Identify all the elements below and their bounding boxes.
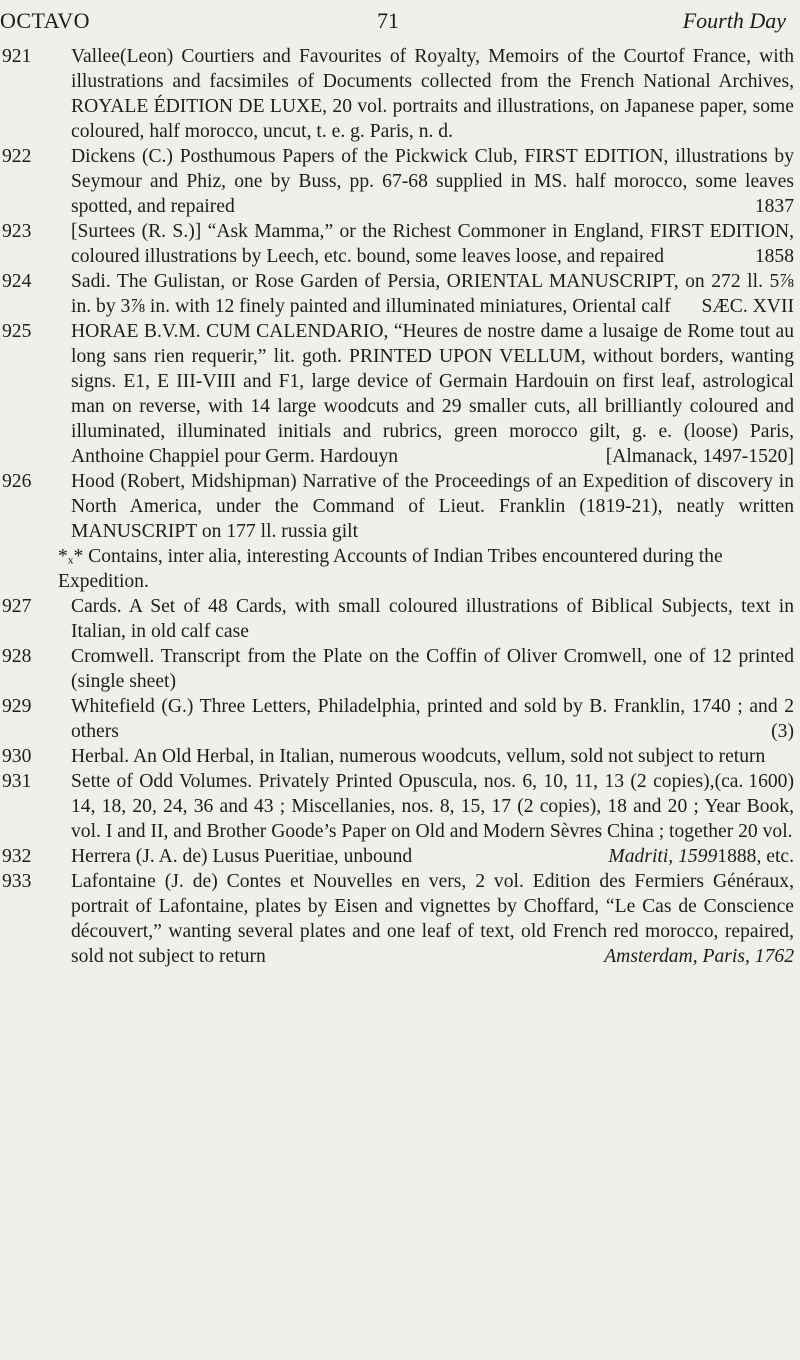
lot-number: 930 [2, 746, 32, 767]
lot-number: 925 [2, 321, 32, 342]
lot-list [0, 44, 800, 969]
lot-number: 933 [2, 871, 32, 892]
lot-number: 929 [2, 696, 32, 717]
lot-note: *ₓ* Contains, inter alia, interesting Accounts of Indian Tribes encountered during the Expedition. [58, 546, 723, 592]
lot-description: Dickens (C.) Posthumous Papers of the Pickwick Club, FIRST EDITION, illustrations by Seymour and Phiz, one by Buss, pp. 67-68 supplied in MS. half morocco, some leaves spotted, and repaired [71, 146, 794, 217]
lot-entry [0, 594, 800, 644]
lot-date: Amsterdam, Paris, 1762 [604, 946, 794, 967]
lot-description: Lafontaine (J. de) Contes et Nouvelles en vers, 2 vol. Edition des Fermiers Généraux, portrait of Lafontaine, plates by Eisen and vignettes by Choffard, “Le Cas de Conscience découvert,” wanting several plates and one leaf of text, old French red morocco, repaired, sold not subject to return [71, 871, 794, 967]
lot-description: Sette of Odd Volumes. Privately Printed Opuscula, nos. 6, 10, 11, 13 (2 copies), 14, 18, 20, 24, 36 and 43 ; Miscellanies, nos. 8, 15, 17 (2 copies), 18 and 20 ; Year Book, vol. I and II, and Brother Goode’s Paper on Old and Modern Sèvres China ; together 20 vol. [71, 771, 794, 842]
lot-entry [0, 469, 800, 594]
lot-description: Cards. A Set of 48 Cards, with small coloured illustrations of Biblical Subjects, text in Italian, in old calf case [71, 596, 794, 642]
lot-entry [0, 644, 800, 694]
lot-date: [Almanack, 1497-1520] [605, 446, 794, 467]
lot-date: SÆC. XVII [701, 296, 794, 317]
lot-date: 1888, etc. [717, 846, 794, 867]
lot-date: (3) [771, 721, 794, 742]
lot-entry [0, 694, 800, 744]
lot-description: [Surtees (R. S.)] “Ask Mamma,” or the Richest Commoner in England, FIRST EDITION, coloured illustrations by Leech, etc. bound, some leaves loose, and repaired [71, 221, 794, 267]
lot-date: 1837 [754, 196, 794, 217]
lot-entry [0, 44, 800, 144]
lot-number: 924 [2, 271, 32, 292]
lot-entry [0, 219, 800, 269]
lot-number: 932 [2, 846, 32, 867]
lot-description: Cromwell. Transcript from the Plate on the Coffin of Oliver Cromwell, one of 12 printed (single sheet) [71, 646, 794, 692]
lot-description: HORAE B.V.M. CUM CALENDARIO, “Heures de nostre dame a lusaige de Rome tout au long sans rien requerir,” lit. goth. PRINTED UPON VELLUM, without borders, wanting signs. E1, E III-VIII and F1, large device of Germain Hardouin on first leaf, astrological man on reverse, with 14 large woodcuts and 29 smaller cuts, all brilliantly coloured and illuminated, illuminated initials and rubrics, green morocco gilt, g. e. (loose) Paris, Anthoine Chappiel pour Germ. Hardouyn [71, 321, 794, 467]
lot-number: 928 [2, 646, 32, 667]
page-number: 71 [377, 8, 399, 33]
lot-entry [0, 869, 800, 969]
lot-description: Hood (Robert, Midshipman) Narrative of the Proceedings of an Expedition of discovery in North America, under the Command of Lieut. Franklin (1819-21), neatly written MANUSCRIPT on 177 ll. russia gilt [71, 471, 794, 542]
header-format: OCTAVO [0, 8, 91, 33]
lot-entry [0, 319, 800, 469]
lot-number: 927 [2, 596, 32, 617]
lot-entry [0, 844, 800, 869]
page-header [0, 6, 800, 40]
lot-date: Madriti, 1599 [608, 846, 718, 867]
lot-description: Vallee(Leon) Courtiers and Favourites of Royalty, Memoirs of the Courtof France, with illustrations and facsimiles of Documents collected from the French National Archives, ROYALE ÉDITION DE LUXE, 20 vol. portraits and illustrations, on Japanese paper, some coloured, half morocco, uncut, t. e. g. Paris, n. d. [71, 46, 794, 142]
lot-description: Whitefield (G.) Three Letters, Philadelphia, printed and sold by B. Franklin, 1740 ; and 2 others [71, 696, 794, 742]
lot-description: Herrera (J. A. de) Lusus Pueritiae, unbound [71, 846, 413, 867]
lot-number: 931 [2, 771, 32, 792]
lot-number: 926 [2, 471, 32, 492]
lot-date: (ca. 1600) [714, 771, 794, 792]
lot-entry [0, 269, 800, 319]
lot-date: 1858 [754, 246, 794, 267]
lot-number: 921 [2, 46, 32, 67]
lot-description: Herbal. An Old Herbal, in Italian, numerous woodcuts, vellum, sold not subject to return [71, 746, 766, 767]
lot-number: 923 [2, 221, 32, 242]
lot-description: Sadi. The Gulistan, or Rose Garden of Persia, ORIENTAL MANUSCRIPT, on 272 ll. 5⅞ in. by 3⅞ in. with 12 finely painted and illuminated miniatures, Oriental calf [71, 271, 794, 317]
lot-number: 922 [2, 146, 32, 167]
lot-entry [0, 144, 800, 219]
header-sale-day: Fourth Day [682, 8, 786, 33]
